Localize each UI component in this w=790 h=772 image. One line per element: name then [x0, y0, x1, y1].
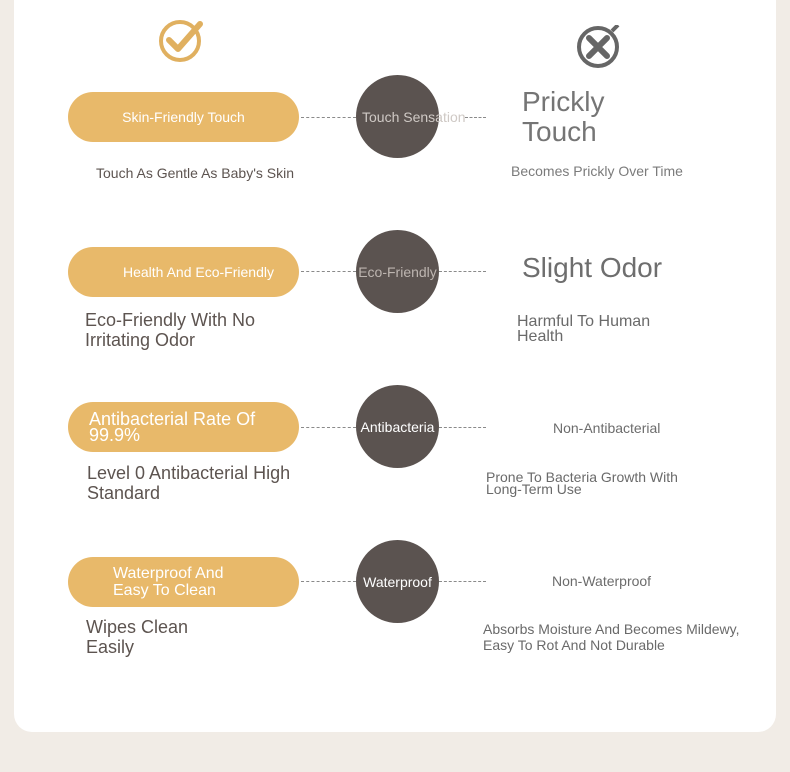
connector-left [301, 581, 356, 582]
connector-left [301, 117, 356, 118]
connector-right [465, 117, 486, 118]
good-description: Eco-Friendly With No Irritating Odor [85, 310, 256, 350]
feature-label: Waterproof [363, 573, 432, 590]
bad-title: Prickly Touch [522, 86, 605, 147]
good-pill-label-line1: Waterproof And [113, 565, 224, 582]
cross-circle-icon [576, 25, 622, 71]
good-description: Wipes Clean Easily [86, 617, 189, 657]
feature-circle-eco [356, 230, 439, 313]
bad-description: Harmful To Human Health [517, 313, 651, 345]
bad-title: Non-Waterproof [552, 573, 652, 589]
feature-circle-antibacteria [356, 385, 439, 468]
bad-title: Non-Antibacterial [553, 420, 661, 436]
connector-left [301, 271, 356, 272]
check-circle-icon [158, 18, 204, 64]
connector-right [439, 427, 486, 428]
good-pill-antibacterial [68, 402, 299, 452]
connector-right [439, 581, 486, 582]
good-pill-eco [68, 247, 299, 297]
good-pill-label: Health And Eco-Friendly [123, 264, 274, 280]
good-pill-label-line2: Easy To Clean [113, 582, 216, 599]
feature-circle-touch [356, 75, 466, 158]
feature-label: Antibacteria [360, 418, 435, 435]
good-description: Touch As Gentle As Baby's Skin [96, 165, 295, 181]
bad-description: Prone To Bacteria Growth With Long-Term Use [486, 469, 678, 497]
good-description: Level 0 Antibacterial High Standard [87, 463, 291, 503]
bad-description: Becomes Prickly Over Time [511, 163, 683, 179]
good-pill-touch [68, 92, 299, 142]
good-pill-label: Skin-Friendly Touch [122, 109, 245, 125]
bad-title: Slight Odor [522, 252, 663, 283]
bad-description: Absorbs Moisture And Becomes Mildewy, Easy To Rot And Not Durable [483, 621, 740, 653]
good-pill-label-line2: 99.9% [89, 425, 141, 445]
connector-right [439, 271, 486, 272]
connector-left [301, 427, 356, 428]
feature-label: Touch Sensation [362, 109, 466, 125]
feature-circle-waterproof [356, 540, 439, 623]
feature-label: Eco-Friendly [358, 263, 437, 280]
good-pill-label-line1: Antibacterial Rate Of [89, 409, 256, 429]
good-pill-waterproof [68, 557, 299, 607]
